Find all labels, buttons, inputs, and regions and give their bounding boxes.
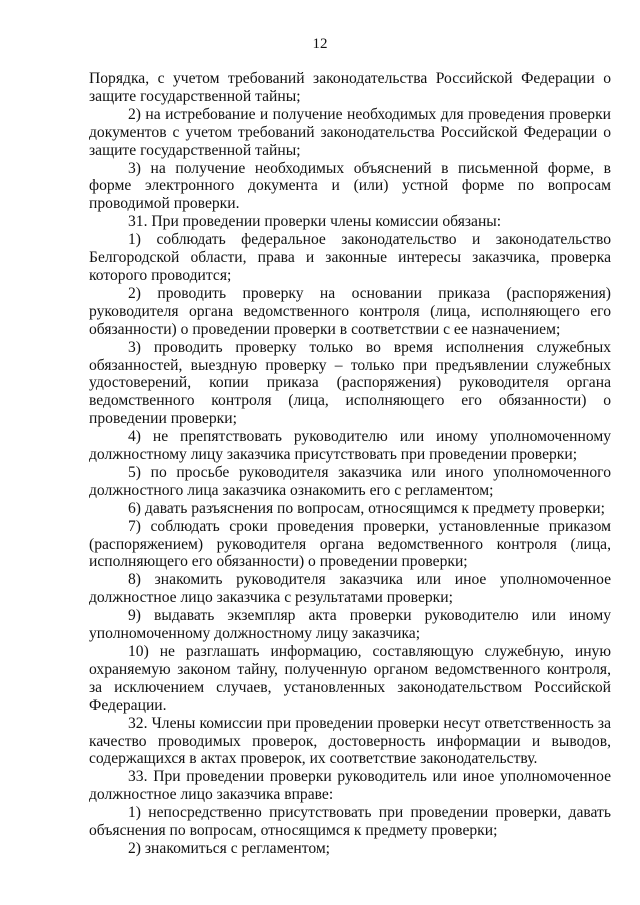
paragraph-item: 2) на истребование и получение необходимых для проведения проверки документов с учетом требований законодательства Российской Федерации о защите государственной тайны; — [89, 105, 611, 159]
paragraph-item: 5) по просьбе руководителя заказчика или иного уполномоченного должностного лица заказчика ознакомить его с регламентом; — [89, 463, 611, 499]
paragraph-continuation: Порядка, с учетом требований законодательства Российской Федерации о защите государственной тайны; — [89, 70, 611, 105]
paragraph-item: 3) на получение необходимых объяснений в письменной форме, в форме электронного документа и (или) устной форме по вопросам проводимой проверки. — [89, 159, 611, 213]
document-body — [89, 70, 611, 858]
paragraph-item: 2) проводить проверку на основании приказа (распоряжения) руководителя органа ведомственного контроля (лица, исполняющего его обязанности) о проведении проверки в соответствии с ее назначением; — [89, 284, 611, 338]
clause-31-heading: 31. При проведении проверки члены комиссии обязаны: — [128, 213, 502, 231]
paragraph-item: 2) знакомиться с регламентом; — [128, 839, 331, 857]
paragraph-item: 3) проводить проверку только во время исполнения служебных обязанностей, выездную проверку – только при предъявлении служебных удостоверений, копии приказа (распоряжения) руководителя органа ведомственного контроля (лица, исполняющего его обязанности) о проведении проверки; — [89, 338, 611, 428]
paragraph-item: 9) выдавать экземпляр акта проверки руководителю или иному уполномоченному должностному лицу заказчика; — [89, 607, 611, 643]
paragraph-item: 7) соблюдать сроки проведения проверки, установленные приказом (распоряжением) руководителя органа ведомственного контроля (лица, исполняющего его обязанности) о проведении проверки; — [89, 517, 611, 571]
clause-32: 32. Члены комиссии при проведении проверки несут ответственность за качество проводимых проверок, достоверность информации и выводов, содержащихся в актах проверок, их соответствие законодательству. — [89, 714, 611, 768]
paragraph-item: 1) соблюдать федеральное законодательство и законодательство Белгородской области, права и законные интересы заказчика, проверка которого проводится; — [89, 231, 611, 284]
clause-33-heading: 33. При проведении проверки руководитель или иное уполномоченное должностное лицо заказчика вправе: — [89, 768, 611, 804]
paragraph-item: 10) не разглашать информацию, составляющую служебную, иную охраняемую законом тайну, полученную органом ведомственного контроля, за исключением случаев, установленных законодательством Российской Федерации. — [89, 643, 611, 714]
paragraph-item: 6) давать разъяснения по вопросам, относящимся к предмету проверки; — [128, 499, 605, 517]
page-number: 12 — [312, 36, 328, 52]
paragraph-item: 1) непосредственно присутствовать при проведении проверки, давать объяснения по вопросам, относящимся к предмету проверки; — [89, 804, 611, 840]
paragraph-item: 8) знакомить руководителя заказчика или иное уполномоченное должностное лицо заказчика с результатами проверки; — [89, 571, 611, 607]
paragraph-item: 4) не препятствовать руководителю или иному уполномоченному должностному лицу заказчика присутствовать при проведении проверки; — [89, 428, 611, 464]
